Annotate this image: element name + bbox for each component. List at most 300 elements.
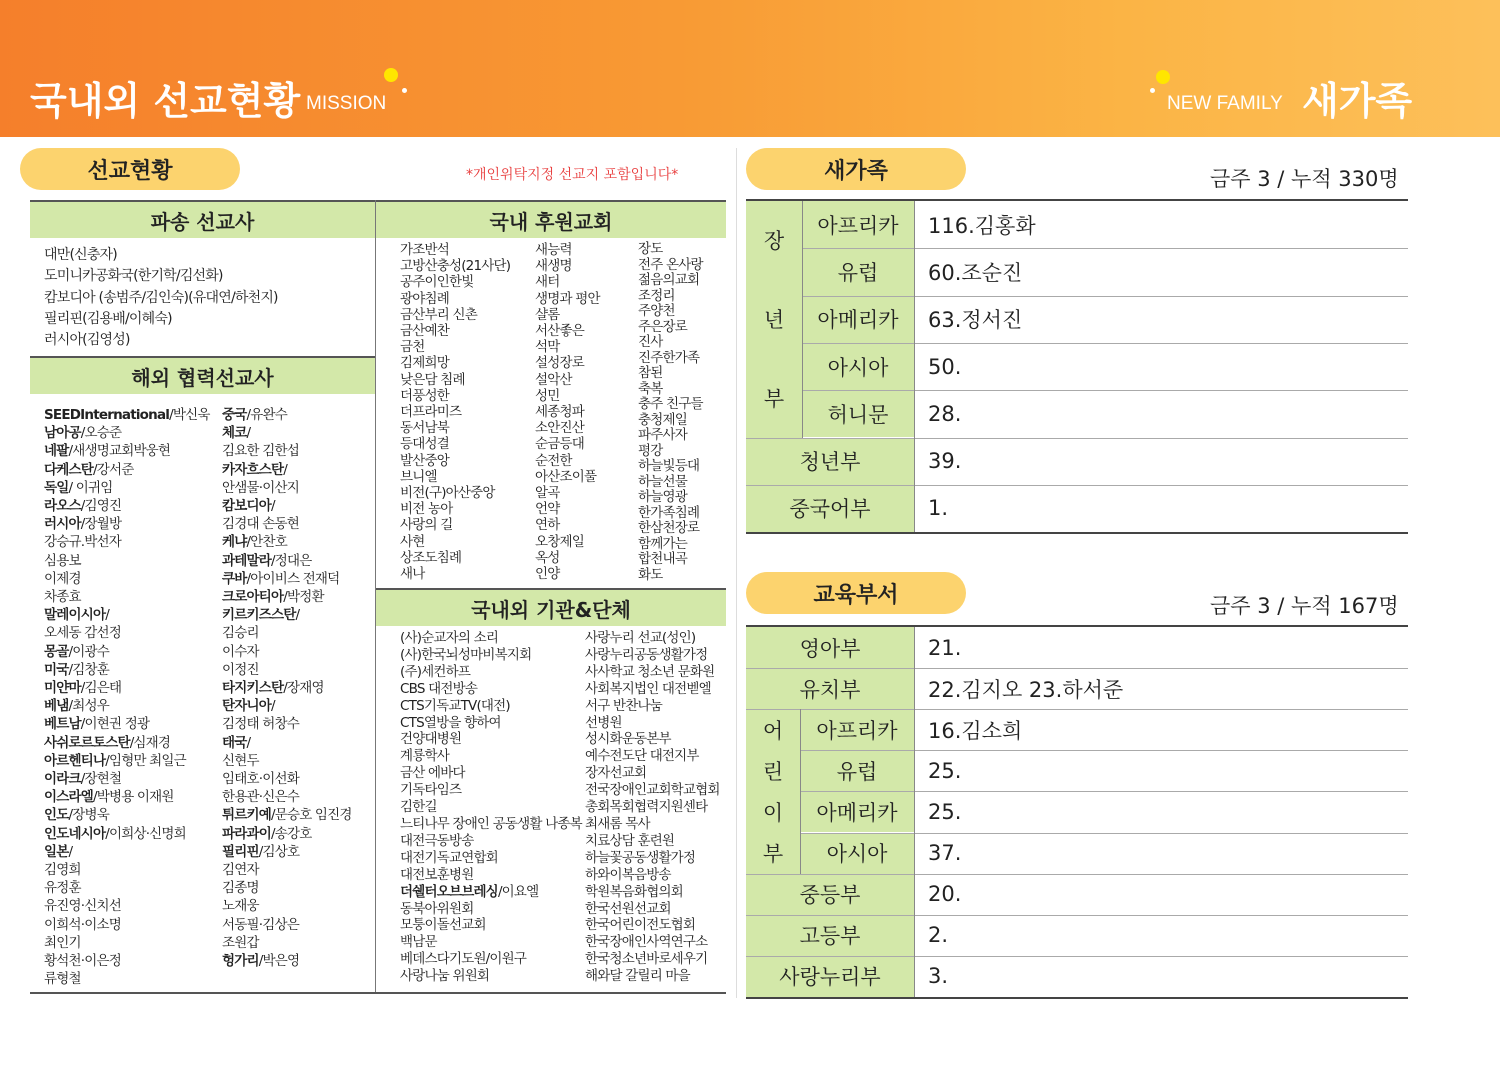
table-rule — [802, 390, 1408, 391]
domestic-church-item: 한삼천장로 — [638, 520, 700, 536]
overseas-missionary-item — [222, 679, 352, 697]
table-rule — [802, 201, 803, 438]
country-label: 탄자니아 — [222, 698, 271, 715]
domestic-church-item: 참된 — [638, 365, 663, 381]
country-label: 인도네시아 — [44, 825, 106, 842]
orgs-header: 국내외 기관&단체 — [376, 588, 726, 626]
missionary-names: / — [283, 461, 287, 478]
family-row-value: 63.정서진 — [928, 308, 1023, 333]
org-item: 느티나무 장애인 공동생활 나종복 — [400, 815, 582, 832]
family-row-label: 유럽 — [802, 248, 914, 295]
group-label-char: 장 — [763, 229, 785, 254]
overseas-missionary-item — [222, 479, 352, 497]
overseas-missionary-item — [44, 734, 210, 752]
overseas-missionary-item — [44, 533, 210, 551]
domestic-church-item: 파주사자 — [638, 427, 687, 443]
domestic-church-item: 새생명 — [535, 258, 572, 275]
missionary-names: /정대은 — [270, 552, 312, 569]
edu-row-value: 3. — [928, 964, 949, 989]
country-label: SEEDInternational — [44, 407, 170, 423]
domestic-list-col1 — [400, 242, 510, 582]
domestic-church-item: 샬롬 — [535, 306, 560, 323]
family-row-label: 중국어부 — [746, 485, 914, 532]
country-label: 인도 — [44, 807, 69, 824]
country-label: 사쉬로르토스탄 — [44, 734, 130, 751]
table-rule — [914, 201, 915, 532]
overseas-missionary-header: 해외 협력선교사 — [30, 356, 375, 394]
missionary-names: 김요한 김한섭 — [222, 443, 299, 460]
missionary-names: /박병용 이재원 — [92, 789, 174, 806]
org-item: 예수전도단 대전지부 — [585, 748, 699, 765]
missionary-names: 조원갑 — [222, 934, 259, 951]
missionary-names: 안샘물·이산지 — [222, 479, 299, 496]
country-label: 헝가리 — [222, 953, 259, 970]
table-rule — [800, 750, 1408, 751]
org-item: 최새롬 목사 — [585, 815, 650, 832]
country-label: 케냐 — [222, 534, 247, 551]
org-item: 성시화운동본부 — [585, 731, 671, 748]
domestic-church-item: 금산부리 신촌 — [400, 306, 477, 323]
domestic-church-item: 사랑의 길 — [400, 517, 453, 534]
domestic-list-col2 — [535, 242, 600, 582]
missionary-names: /유완수 — [246, 407, 287, 423]
missionary-names: 이정진 — [222, 661, 259, 678]
missionary-names: /문승호 임진경 — [270, 807, 352, 824]
domestic-church-item: 순금등대 — [535, 436, 584, 453]
domestic-church-item: 설악산 — [535, 371, 572, 388]
missionary-names: 한용관·신은수 — [222, 789, 299, 806]
domestic-church-item: 사현 — [400, 533, 425, 550]
org-item: (사)한국뇌성마비복지회 — [400, 646, 532, 663]
edu-row-label: 사랑누리부 — [746, 956, 914, 997]
domestic-church-item: 옥성 — [535, 549, 560, 566]
org-item: 총회목회협력지원센타 — [585, 799, 708, 816]
overseas-missionary-item — [222, 825, 352, 843]
org-item: 동북아위원회 — [400, 900, 474, 917]
domestic-church-item: 축복 — [638, 380, 663, 397]
overseas-missionary-item — [222, 952, 352, 970]
missionary-names: 이희석·이소명 — [44, 916, 121, 933]
missionary-names: 이제경 — [44, 570, 81, 587]
country-label: 파라과이 — [222, 825, 271, 842]
overseas-missionary-item — [222, 934, 352, 952]
family-row-label: 아프리카 — [802, 201, 914, 248]
domestic-church-item: 조정리 — [638, 287, 675, 304]
table-rule — [800, 791, 1408, 792]
org-item: CBS 대전방송 — [400, 680, 478, 697]
domestic-church-item: 한가족침례 — [638, 504, 700, 521]
domestic-church-item: 상조도침례 — [400, 549, 462, 566]
family-row-label: 청년부 — [746, 438, 914, 485]
overseas-missionary-item — [222, 752, 352, 770]
edu-row-value: 16.김소희 — [928, 718, 1023, 743]
overseas-missionary-item — [44, 916, 210, 934]
country-label: 네팔 — [44, 443, 69, 460]
table-rule — [746, 485, 1408, 486]
table-rule — [746, 199, 1408, 201]
edu-row-value: 25. — [928, 799, 962, 824]
family-row-label: 허니문 — [802, 390, 914, 437]
org-item: 계룡학사 — [400, 748, 449, 765]
domestic-church-item: 충주 친구들 — [638, 396, 703, 412]
country-label: 일본 — [44, 843, 69, 860]
bottom-rule — [30, 992, 726, 994]
country-label: 크로아티아 — [222, 589, 284, 606]
missionary-names: 이수자 — [222, 643, 259, 660]
overseas-missionary-item — [44, 606, 210, 624]
org-item: 대전극동방송 — [400, 832, 474, 849]
overseas-missionary-item — [222, 624, 352, 642]
overseas-missionary-item — [44, 497, 210, 515]
missionary-names: / 이귀임 — [68, 479, 113, 496]
overseas-missionary-item — [222, 697, 352, 715]
domestic-church-item: 발산중앙 — [400, 452, 449, 469]
overseas-missionary-item — [222, 861, 352, 879]
org-item: 장자선교회 — [585, 765, 647, 782]
org-item: 대전기독교연합회 — [400, 849, 498, 866]
mission-note: *개인위탁지정 선교지 포함입니다* — [466, 167, 679, 183]
overseas-missionary-item — [222, 715, 352, 733]
org-name: 더쉘터오브브레싱 — [400, 883, 498, 900]
education-pill: 교육부서 — [746, 572, 966, 614]
org-item: 모퉁이돌선교회 — [400, 917, 486, 934]
overseas-missionary-item — [44, 624, 210, 642]
country-label: 미얀마 — [44, 680, 81, 697]
education-table — [746, 625, 1408, 995]
missionary-names: /새생명교회박웅현 — [68, 443, 171, 460]
missionary-names: 황석천·이은정 — [44, 953, 121, 970]
domestic-church-item: 비전 농아 — [400, 501, 453, 518]
domestic-church-item: 진사 — [638, 334, 663, 350]
group-label-char: 어 — [762, 718, 784, 743]
org-item: 베데스다기도원/이원구 — [400, 951, 527, 968]
new-family-table — [746, 199, 1408, 533]
overseas-missionary-item — [44, 788, 210, 806]
domestic-church-item: 하늘빛등대 — [638, 458, 700, 474]
edu-row-label: 아시아 — [800, 833, 914, 874]
domestic-church-item: 설성장로 — [535, 355, 584, 372]
domestic-church-item: 금천 — [400, 339, 425, 356]
org-item: 백남문 — [400, 934, 437, 951]
overseas-missionary-item — [222, 570, 352, 588]
domestic-church-item: 함께가는 — [638, 535, 687, 552]
domestic-church-item: 오창제일 — [535, 533, 584, 550]
missionary-names: /이광수 — [68, 643, 109, 660]
org-item: 한국장애인사역연구소 — [585, 934, 708, 951]
org-item: 한국어린이전도협회 — [585, 917, 696, 934]
org-item: 전국장애인교회학교협회 — [585, 782, 720, 799]
family-row-value: 39. — [928, 449, 962, 474]
family-row-value: 50. — [928, 354, 962, 379]
missionary-names: 류형철 — [44, 971, 81, 988]
domestic-church-item: 아산조이풀 — [535, 468, 597, 485]
missionary-names: /강서준 — [92, 461, 134, 478]
domestic-church-item: 장도 — [638, 241, 663, 257]
missionary-names: / — [295, 607, 300, 624]
missionary-names: 강승규.박선자 — [44, 534, 121, 551]
country-label: 말레이시아 — [44, 607, 106, 624]
overseas-missionary-item — [222, 788, 352, 806]
overseas-missionary-item — [44, 879, 210, 897]
family-row-label: 아메리카 — [802, 296, 914, 343]
org-item: 금산 에바다 — [400, 765, 465, 782]
missionary-names: / — [246, 734, 251, 751]
org-item: (사)순교자의 소리 — [400, 630, 499, 646]
dot-icon — [1156, 70, 1170, 84]
org-item: (주)세컨하프 — [400, 663, 471, 680]
domestic-church-item: 합천내곡 — [638, 551, 687, 567]
table-rule — [746, 668, 1408, 669]
country-label: 이라크 — [44, 771, 81, 788]
domestic-church-item: 공주이인한빛 — [400, 274, 474, 291]
domestic-church-item: 서산좋은 — [535, 323, 584, 340]
family-row-value: 60.조순진 — [928, 260, 1023, 285]
country-label: 캄보디아 — [222, 498, 271, 515]
domestic-church-item: 새나 — [400, 566, 425, 583]
missionary-names: / — [246, 425, 251, 442]
table-rule — [746, 438, 1408, 439]
overseas-missionary-item — [44, 661, 210, 679]
country-label: 독일 — [44, 479, 69, 496]
overseas-missionary-item — [44, 424, 210, 442]
edu-row-label: 고등부 — [746, 915, 914, 956]
missionary-names: 김종명 — [222, 880, 259, 897]
table-rule — [746, 532, 1408, 534]
missionary-names: /박은영 — [258, 953, 300, 970]
domestic-church-item: 가조반석 — [400, 242, 449, 258]
overseas-missionary-item — [222, 461, 352, 479]
table-rule — [746, 625, 1408, 627]
overseas-missionary-item — [222, 661, 352, 679]
missionary-names: / — [105, 607, 109, 624]
overseas-missionary-item — [222, 442, 352, 460]
missionary-names: 김승리 — [222, 625, 259, 642]
domestic-church-item: 더프라미즈 — [400, 404, 462, 421]
group-label-char: 년 — [763, 308, 785, 333]
missionary-names: 유진영·신치선 — [44, 898, 121, 915]
domestic-church-item: 인양 — [535, 566, 560, 583]
org-contact: /이요엘 — [497, 883, 539, 900]
domestic-church-item: 하늘영광 — [638, 489, 687, 505]
sent-missionary-item: 대만(신충자) — [44, 247, 117, 263]
group-label — [746, 201, 802, 438]
org-item: 한국청소년바로세우기 — [585, 951, 708, 968]
missionary-names: / — [270, 698, 275, 715]
group-label-char: 이 — [762, 800, 784, 825]
missionary-names: 차종효 — [44, 589, 81, 606]
edu-row-label: 아메리카 — [800, 791, 914, 832]
overseas-missionary-item — [222, 533, 352, 551]
overseas-missionary-item — [44, 897, 210, 915]
country-label: 다케스탄 — [44, 461, 93, 478]
domestic-list-col3 — [638, 242, 703, 583]
sent-missionary-item: 러시아(김영성) — [44, 332, 130, 349]
country-label: 라오스 — [44, 498, 81, 515]
country-label: 키르키즈스탄 — [222, 607, 296, 624]
missionary-names: /김은태 — [80, 680, 122, 697]
country-label: 태국 — [222, 734, 247, 751]
overseas-missionary-item — [44, 934, 210, 952]
overseas-missionary-item — [44, 861, 210, 879]
country-label: 필리핀 — [222, 843, 259, 860]
edu-row-label: 중등부 — [746, 874, 914, 915]
group-label-char: 부 — [762, 842, 784, 867]
overseas-missionary-item — [222, 497, 352, 515]
orgs-list-col2 — [585, 630, 720, 985]
family-row-label: 아시아 — [802, 343, 914, 390]
overseas-missionary-item — [44, 479, 210, 497]
missionary-names: /김영진 — [80, 498, 122, 515]
domestic-church-item: 낮은담 침례 — [400, 371, 465, 388]
edu-row-value: 20. — [928, 882, 962, 907]
country-label: 몽골 — [44, 643, 69, 660]
group-label-char: 린 — [762, 759, 784, 784]
missionary-names: /송강호 — [270, 825, 312, 842]
org-item: 서구 반찬나눔 — [585, 697, 662, 714]
table-rule — [802, 248, 1408, 249]
overseas-missionary-item — [222, 643, 352, 661]
domestic-church-item: 젊음의교회 — [638, 272, 700, 288]
header-right-en: NEW FAMILY — [1167, 93, 1283, 114]
country-label: 쿠바 — [222, 570, 247, 587]
domestic-church-item: 더풍성한 — [400, 387, 449, 404]
missionary-names: 유정훈 — [44, 880, 81, 897]
org-item: 김한길 — [400, 799, 437, 816]
domestic-church-item: 비전(구)아산중앙 — [400, 485, 495, 502]
overseas-missionary-item — [44, 752, 210, 770]
overseas-missionary-item — [222, 406, 352, 424]
missionary-names: / — [270, 498, 275, 515]
dot-small-icon — [1150, 88, 1155, 93]
country-label: 미국 — [44, 661, 69, 678]
sent-missionary-item: 도미니카공화국(한기학/김선화) — [44, 268, 223, 285]
overseas-missionary-item — [44, 970, 210, 988]
table-rule — [746, 874, 1408, 875]
domestic-church-item: 등대성결 — [400, 436, 449, 453]
overseas-missionary-item — [222, 879, 352, 897]
domestic-church-item: 알곡 — [535, 485, 560, 502]
sent-missionary-item: 필리핀(김용배/이혜숙) — [44, 310, 172, 327]
org-item: 한국선원선교회 — [585, 900, 671, 917]
domestic-church-item: 생명과 평안 — [535, 290, 600, 307]
domestic-church-item: 순전한 — [535, 452, 572, 469]
domestic-church-item: 소안진산 — [535, 420, 584, 437]
overseas-missionary-item — [44, 461, 210, 479]
family-row-value: 1. — [928, 496, 949, 521]
table-rule — [746, 915, 1408, 916]
overseas-missionary-item — [44, 679, 210, 697]
missionary-names: /이희상·신명희 — [105, 825, 186, 842]
group-label-char: 부 — [763, 387, 785, 412]
org-item: 선병원 — [585, 714, 622, 731]
overseas-missionary-item — [222, 806, 352, 824]
missionary-names: /박신욱 — [169, 407, 210, 423]
missionary-names: 오세동 감선정 — [44, 625, 121, 642]
country-label: 카자흐스탄 — [222, 461, 284, 478]
org-item: 하늘꽃공동생활가정 — [585, 849, 696, 866]
sent-missionary-list — [44, 245, 278, 351]
org-item: 치료상담 훈련원 — [585, 832, 675, 849]
edu-row-value: 21. — [928, 635, 962, 660]
missionary-names: /안찬호 — [246, 534, 287, 551]
missionary-names: 최인기 — [44, 934, 81, 951]
dot-icon — [384, 68, 398, 82]
missionary-names: /이현권 정광 — [80, 716, 150, 733]
sent-missionary-header: 파송 선교사 — [30, 200, 375, 238]
missionary-names: /오승준 — [80, 425, 122, 442]
missionary-names: 서동필·김상은 — [222, 916, 299, 933]
table-rule — [800, 833, 1408, 834]
domestic-church-item: 언약 — [535, 501, 560, 518]
missionary-names: 임태호·이선화 — [222, 771, 299, 788]
domestic-church-item: 진주한가족 — [638, 349, 700, 366]
domestic-church-item: 충청제일 — [638, 411, 687, 428]
overseas-missionary-item — [222, 843, 352, 861]
missionary-names: /장병욱 — [68, 807, 109, 824]
org-item: CTS열방을 향하여 — [400, 714, 501, 731]
org-item: 학원복음화협의회 — [585, 883, 683, 900]
org-item: 기독타임즈 — [400, 782, 462, 799]
missionary-names: 김연자 — [222, 862, 259, 879]
domestic-church-item: 고방산충성(21사단) — [400, 258, 511, 275]
domestic-church-item: 김제희망 — [400, 355, 449, 372]
orgs-list-col1 — [400, 630, 582, 985]
table-rule — [914, 627, 915, 997]
overseas-missionary-item — [44, 515, 210, 533]
domestic-church-item: 화도 — [638, 566, 663, 583]
org-item: 사랑나눔 위원회 — [400, 968, 490, 985]
overseas-missionary-item — [44, 952, 210, 970]
group-label — [746, 709, 800, 873]
overseas-missionary-item — [44, 843, 210, 861]
domestic-church-item: 동서남북 — [400, 420, 449, 437]
missionary-names: /심재경 — [129, 734, 171, 751]
overseas-list-col1 — [44, 406, 210, 989]
new-family-stat: 금주 3 / 누적 330명 — [1210, 167, 1399, 191]
overseas-missionary-item — [44, 552, 210, 570]
overseas-missionary-item — [222, 552, 352, 570]
country-label: 남아공 — [44, 425, 81, 442]
table-rule — [746, 997, 1408, 999]
new-family-pill: 새가족 — [746, 148, 966, 190]
country-label: 중국 — [222, 407, 247, 423]
header-right-title: 새가족 — [1302, 79, 1413, 123]
country-label: 체코 — [222, 425, 247, 442]
domestic-church-item: 새터 — [535, 274, 560, 291]
missionary-names: 신현두 — [222, 752, 259, 769]
missionary-names: /최성우 — [68, 698, 109, 715]
missionary-names: /장재영 — [283, 680, 324, 697]
org-item: 사랑누리공동생활가정 — [585, 646, 708, 663]
org-item: 사회복지법인 대전벧엘 — [585, 680, 711, 697]
missionary-names: /박정환 — [283, 589, 324, 606]
domestic-church-item: 새능력 — [535, 242, 572, 258]
table-rule — [802, 343, 1408, 344]
country-label: 아르헨티나 — [44, 752, 106, 769]
domestic-church-item: 브니엘 — [400, 468, 437, 485]
edu-row-label: 유치부 — [746, 668, 914, 709]
country-label: 이스라엘 — [44, 789, 93, 806]
missionary-names: /김창훈 — [68, 661, 109, 678]
family-row-value: 116.김홍화 — [928, 213, 1036, 238]
overseas-missionary-item — [44, 588, 210, 606]
overseas-list-col2 — [222, 406, 352, 970]
missionary-names: /아이비스 전재덕 — [246, 570, 340, 587]
mission-pill: 선교현황 — [20, 148, 240, 190]
edu-row-label: 유럽 — [800, 750, 914, 791]
missionary-names: 김정태 허창수 — [222, 716, 299, 733]
overseas-missionary-item — [44, 770, 210, 788]
